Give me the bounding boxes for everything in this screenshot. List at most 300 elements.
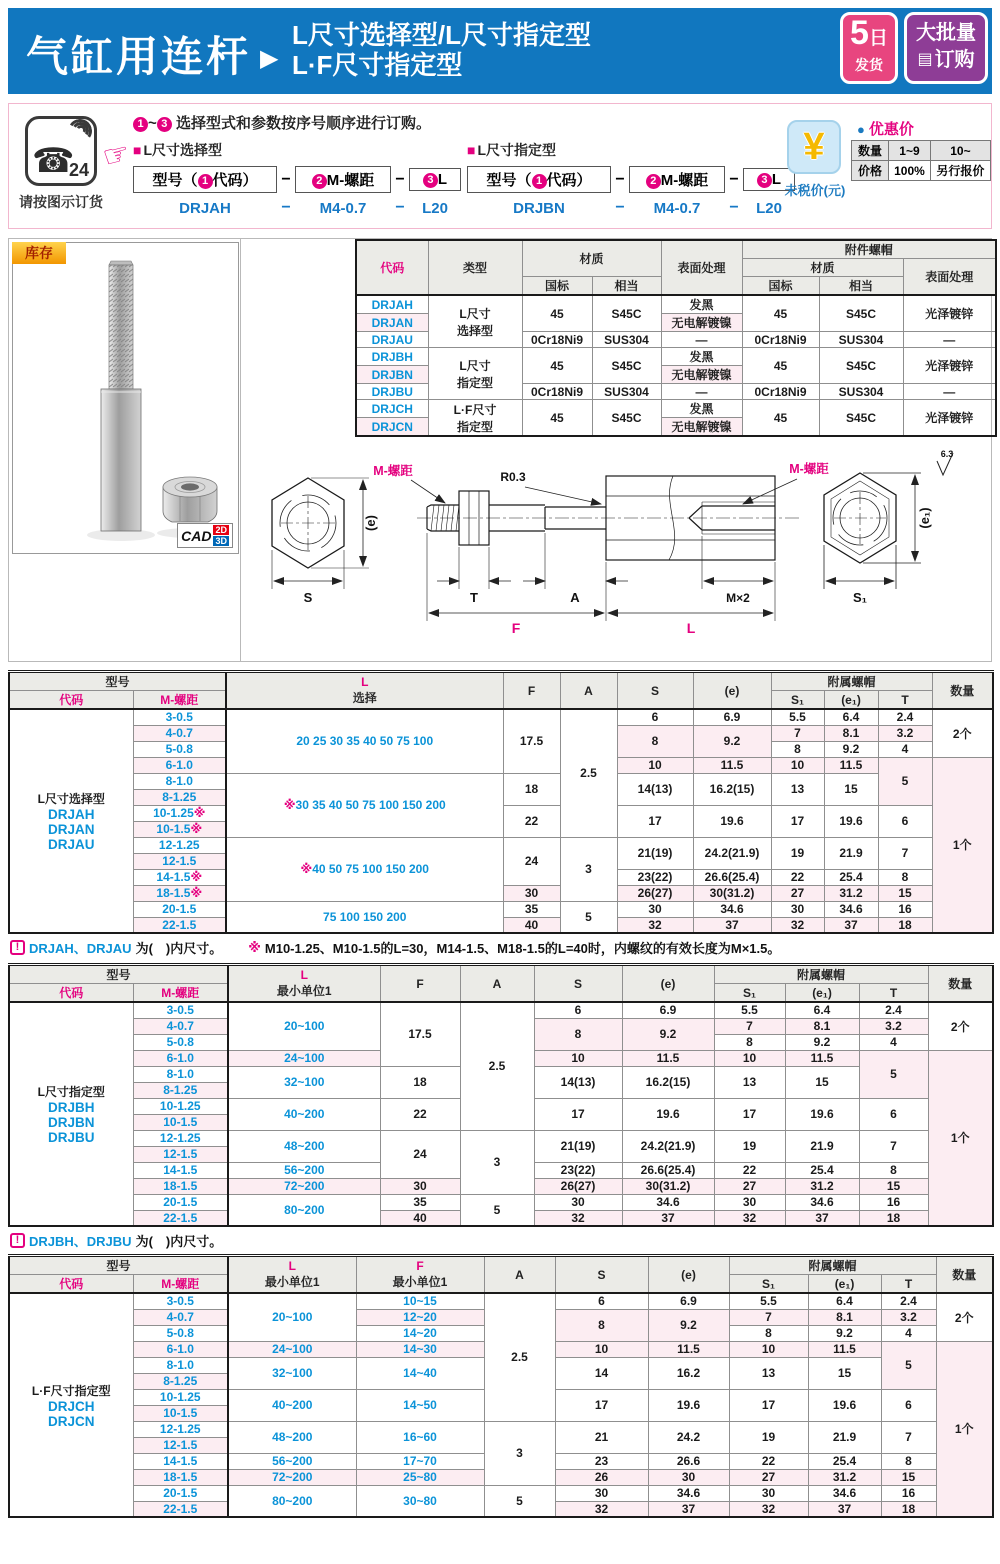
table-cell: 19 — [771, 837, 824, 869]
table-cell: 光泽镀锌 — [903, 348, 996, 384]
price-note: 未税价(元) — [784, 183, 846, 198]
table-cell: 发黑 — [661, 400, 742, 418]
table-cell: 15 — [808, 1357, 881, 1389]
table-cell: 17.5 — [503, 709, 560, 773]
table-cell: 7 — [881, 1421, 936, 1453]
table-cell: 35 — [503, 901, 560, 917]
table-cell: 37 — [808, 1501, 881, 1517]
dim-s1: S₁ — [852, 590, 868, 605]
table-cell: 3.2 — [878, 725, 932, 741]
table-cell: 30 — [503, 885, 560, 901]
table-cell: DRJBN — [356, 366, 428, 384]
table-cell: S45C — [592, 348, 661, 384]
header-cell: (e) — [622, 965, 714, 1003]
table-cell: 7 — [859, 1130, 928, 1162]
table-cell: 无电解镀镍 — [661, 366, 742, 384]
discount-cell: 10~ — [930, 141, 990, 161]
table-row — [9, 1130, 993, 1146]
table-row — [356, 400, 996, 418]
dash: − — [395, 199, 405, 216]
table-cell: 16~60 — [356, 1421, 484, 1453]
table-cell: 45 — [522, 295, 592, 332]
table-cell: 2.5 — [460, 1002, 534, 1130]
table-cell: 5-0.8 — [133, 741, 226, 757]
discount-title-text: 优惠价 — [868, 121, 914, 138]
table-cell: 8 — [534, 1018, 622, 1050]
table-cell: 2个 — [936, 1293, 993, 1341]
table-row — [356, 240, 996, 259]
table-cell: 6-1.0 — [133, 1341, 228, 1357]
table-cell: 18 — [859, 1210, 928, 1226]
bulk-order-badge — [904, 12, 988, 84]
discount-title — [857, 118, 914, 139]
example-length: L20 — [756, 199, 782, 217]
table-row — [9, 1485, 993, 1501]
part-number-formula — [133, 166, 463, 193]
table-cell: 8-1.25 — [133, 1373, 228, 1389]
square-bullet-icon: ■ — [133, 142, 142, 158]
table-cell: 30 — [729, 1485, 808, 1501]
table-cell: 17 — [617, 805, 693, 837]
table-cell: 11.5 — [785, 1050, 859, 1066]
table-cell: 20~100 — [228, 1293, 356, 1341]
table-cell: 18-1.5 — [133, 1178, 228, 1194]
table-cell: 6 — [555, 1293, 648, 1309]
table-cell: 34.6 — [622, 1194, 714, 1210]
stock-badge: 库存 — [12, 242, 66, 264]
header-cell: 数量 — [932, 672, 993, 710]
table-cell: 12-1.5 — [133, 1437, 228, 1453]
table-cell: 10 — [534, 1050, 622, 1066]
table-cell: 22 — [729, 1453, 808, 1469]
table-cell: 6-1.0 — [133, 1050, 228, 1066]
table-cell: 6-1.0 — [133, 757, 226, 773]
table-cell: 27 — [714, 1178, 785, 1194]
table-cell: 22 — [380, 1098, 460, 1130]
table-row — [356, 295, 996, 314]
table-cell: 37 — [622, 1210, 714, 1226]
table-row — [9, 1421, 993, 1437]
table-cell: 10 — [714, 1050, 785, 1066]
note-icon: ! — [10, 940, 25, 955]
table-cell: 32 — [534, 1210, 622, 1226]
example-length: L20 — [422, 199, 448, 217]
header-cell: 材质 — [742, 259, 903, 277]
table-cell: DRJAU — [356, 332, 428, 348]
phone-24-label: 24 — [68, 160, 89, 180]
example-pitch: M4-0.7 — [319, 199, 367, 217]
discount-cell: 另行报价 — [930, 161, 990, 181]
cad-label: CAD — [181, 527, 212, 544]
table-cell: 发黑 — [661, 348, 742, 366]
table-cell: L尺寸 选择型 — [428, 295, 522, 348]
header-cell: L 选择 — [226, 672, 503, 710]
table-cell: 10-1.5※ — [133, 821, 226, 837]
table-cell: 45 — [522, 400, 592, 437]
table-row — [9, 672, 993, 691]
ordering-instruction — [133, 112, 431, 133]
dash: − — [729, 170, 739, 188]
table-cell: 12~20 — [356, 1309, 484, 1325]
table-cell: 10-1.25 — [133, 1098, 228, 1114]
table-cell: 34.6 — [824, 901, 878, 917]
box-text: 代码） — [212, 172, 258, 189]
table-cell: 17~70 — [356, 1453, 484, 1469]
table-cell: 32 — [617, 917, 693, 933]
table-row — [9, 1293, 993, 1309]
table-cell: 45 — [742, 295, 819, 332]
table-cell: DRJAN — [356, 314, 428, 332]
table-cell: SUS304 — [592, 384, 661, 400]
table-cell: 光泽镀锌 — [903, 400, 996, 437]
page-title: 气缸用连杆 — [26, 33, 252, 80]
table-cell: 15 — [878, 885, 932, 901]
table-cell: 21.9 — [808, 1421, 881, 1453]
discount-cell: 价格 — [852, 161, 889, 181]
header-cell: 数量 — [936, 1256, 993, 1294]
table-cell: 7 — [771, 725, 824, 741]
table-cell: 3 — [484, 1421, 555, 1485]
table-cell: 56~200 — [228, 1162, 380, 1178]
circled-3-icon: 3 — [757, 173, 772, 188]
table-cell: 3-0.5 — [133, 1293, 228, 1309]
table-cell: 5 — [484, 1485, 555, 1517]
discount-cell: 100% — [889, 161, 931, 181]
table-cell: 20-1.5 — [133, 901, 226, 917]
discount-row — [852, 141, 991, 161]
label-m-pitch-left: M-螺距 — [373, 464, 413, 478]
table-cell: 34.6 — [648, 1485, 729, 1501]
size-table-l-select — [8, 670, 994, 934]
table-cell: 2.4 — [859, 1002, 928, 1018]
table-cell: 16 — [881, 1485, 936, 1501]
header-cell: 型号 — [9, 1256, 228, 1275]
table-cell: 24.2(21.9) — [693, 837, 771, 869]
table-cell: 10~15 — [356, 1293, 484, 1309]
table-cell: 19 — [714, 1130, 785, 1162]
table-row — [9, 837, 993, 853]
table-cell: 5.5 — [771, 709, 824, 725]
table-cell: 19.6 — [808, 1389, 881, 1421]
table-cell: 10 — [771, 757, 824, 773]
table-cell: 16 — [859, 1194, 928, 1210]
table-cell: 30 — [617, 901, 693, 917]
header-cell: 国标 — [742, 277, 819, 296]
order-format-l-select — [133, 140, 463, 217]
dim-s: S — [303, 590, 313, 605]
ship-label: 发货 — [855, 57, 883, 73]
table-cell: 4-0.7 — [133, 725, 226, 741]
header-cell: (e₁) — [808, 1275, 881, 1294]
table-cell: 9.2 — [648, 1309, 729, 1341]
circled-2-icon: 2 — [312, 174, 327, 189]
table-row — [9, 965, 993, 984]
table-cell: 56~200 — [228, 1453, 356, 1469]
instruction-text: 选择型式和参数按序号顺序进行订购。 — [175, 115, 431, 132]
table-cell: 30 — [380, 1178, 460, 1194]
box-text: L — [437, 171, 448, 188]
table-cell: 19.6 — [622, 1098, 714, 1130]
table-cell: 30(31.2) — [622, 1178, 714, 1194]
dim-a: A — [570, 590, 580, 605]
table-cell: 24.2 — [648, 1421, 729, 1453]
table-cell: 22 — [714, 1162, 785, 1178]
header-cell: 表面处理 — [661, 240, 742, 295]
table-cell: 24.2(21.9) — [622, 1130, 714, 1162]
square-bullet-icon: ■ — [467, 142, 476, 158]
table-cell: 45 — [522, 348, 592, 384]
footnote-1 — [10, 938, 780, 957]
table-cell: 16.2 — [648, 1357, 729, 1389]
table-row — [9, 1194, 993, 1210]
header-cell: 代码 — [9, 1275, 133, 1294]
table-cell: 30 — [714, 1194, 785, 1210]
header-cell: 类型 — [428, 240, 522, 295]
header-cell: S₁ — [771, 691, 824, 710]
pitch-box — [629, 166, 725, 193]
header-cell: (e) — [648, 1256, 729, 1294]
table-cell: 23(22) — [617, 869, 693, 885]
footnote-codes: DRJAH、DRJAU — [29, 941, 132, 956]
table-cell: 13 — [771, 773, 824, 805]
table-cell: 2.4 — [881, 1293, 936, 1309]
table-cell: 8 — [881, 1453, 936, 1469]
table-cell: 无电解镀镍 — [661, 314, 742, 332]
table-cell: 12-1.5 — [133, 853, 226, 869]
table-cell: 1个 — [932, 757, 993, 933]
table-cell: 37 — [693, 917, 771, 933]
table-cell: 12-1.25 — [133, 1130, 228, 1146]
header-cell: L 最小单位1 — [228, 1256, 356, 1294]
table-cell: 40~200 — [228, 1098, 380, 1130]
table-cell: 27 — [771, 885, 824, 901]
table-row — [9, 709, 993, 725]
page-subtitle — [292, 20, 591, 80]
product-photo-box — [12, 242, 239, 554]
example-pitch: M4-0.7 — [653, 199, 701, 217]
right-hex-view — [824, 473, 921, 589]
circled-3-icon: 3 — [157, 117, 172, 132]
header-cell: A — [460, 965, 534, 1003]
table-cell: 0Cr18Ni9 — [742, 332, 819, 348]
rod-side-view — [417, 476, 801, 560]
table-cell: DRJBH — [356, 348, 428, 366]
table-cell: 10 — [617, 757, 693, 773]
table-cell: 4 — [878, 741, 932, 757]
surface-finish-value: 6.3 — [940, 449, 954, 459]
table-cell: 22 — [771, 869, 824, 885]
reference-mark: ※ — [248, 939, 261, 955]
table-cell: DRJCN — [356, 418, 428, 437]
table-cell: 48~200 — [228, 1130, 380, 1162]
table-cell: 2个 — [928, 1002, 993, 1050]
table-cell: 6 — [878, 805, 932, 837]
table-cell: 19.6 — [824, 805, 878, 837]
header-cell: M-螺距 — [133, 1275, 228, 1294]
table-cell: DRJAH — [356, 295, 428, 314]
table-cell: 18 — [503, 773, 560, 805]
table-cell: 2个 — [932, 709, 993, 757]
table-cell: 12-1.25 — [133, 1421, 228, 1437]
tilde: ~ — [148, 115, 157, 132]
discount-cell: 数量 — [852, 141, 889, 161]
header-cell: 表面处理 — [903, 259, 996, 296]
header-cell: 附属螺帽 — [729, 1256, 936, 1275]
table-cell: 2.4 — [878, 709, 932, 725]
phone-24h-icon — [25, 116, 97, 186]
header-cell: F — [503, 672, 560, 710]
table-cell: 14~50 — [356, 1389, 484, 1421]
table-cell: 17 — [555, 1389, 648, 1421]
table-cell: 2.5 — [560, 709, 617, 837]
header-cell: 型号 — [9, 965, 228, 984]
table-cell: 32 — [714, 1210, 785, 1226]
table-cell: 8 — [729, 1325, 808, 1341]
table-cell: 17 — [729, 1389, 808, 1421]
table-cell: 9.2 — [785, 1034, 859, 1050]
table-cell: 8-1.0 — [133, 1066, 228, 1082]
table-cell: 6 — [617, 709, 693, 725]
left-hex-view — [272, 478, 369, 589]
table-cell: 27 — [729, 1469, 808, 1485]
table-cell: 4-0.7 — [133, 1309, 228, 1325]
table-cell: 72~200 — [228, 1469, 356, 1485]
table-cell: SUS304 — [819, 332, 903, 348]
table-cell: 14(13) — [617, 773, 693, 805]
table-cell: 5-0.8 — [133, 1034, 228, 1050]
table-cell: 20~100 — [228, 1002, 380, 1050]
table-cell: 6.4 — [824, 709, 878, 725]
table-cell: 26(27) — [617, 885, 693, 901]
table-cell: 18-1.5※ — [133, 885, 226, 901]
nut-photo — [163, 477, 217, 522]
ordering-section — [8, 103, 992, 229]
table-cell: 14~40 — [356, 1357, 484, 1389]
table-cell: S45C — [819, 348, 903, 384]
table-cell: 32~100 — [228, 1066, 380, 1098]
table-cell: 24~100 — [228, 1341, 356, 1357]
table-cell: 22-1.5 — [133, 917, 226, 933]
circled-1-icon: 1 — [532, 174, 547, 189]
header-cell: S — [555, 1256, 648, 1294]
table-cell: 25~80 — [356, 1469, 484, 1485]
table-cell: 72~200 — [228, 1178, 380, 1194]
table-cell: 5 — [460, 1194, 534, 1226]
table-cell: 8.1 — [824, 725, 878, 741]
cad-2d-label: 2D — [215, 525, 227, 535]
table-cell: 5-0.8 — [133, 1325, 228, 1341]
table-cell: 1个 — [928, 1050, 993, 1226]
table-cell: 12-1.5 — [133, 1146, 228, 1162]
blue-dot-icon: ● — [857, 122, 865, 137]
footnote-text: 为( )内尺寸。 — [135, 941, 223, 956]
table-cell: 25.4 — [808, 1453, 881, 1469]
ship-days-unit: 日 — [868, 28, 888, 49]
table-cell: 无电解镀镍 — [661, 418, 742, 437]
header-cell: S₁ — [714, 984, 785, 1003]
technical-drawing — [241, 417, 990, 661]
table-cell: L尺寸 指定型 — [428, 348, 522, 400]
subtitle-line1: L尺寸选择型/L尺寸指定型 — [292, 20, 591, 50]
yen-price-icon: ¥ — [787, 120, 841, 174]
dim-e1: (e₁) — [917, 507, 932, 529]
table-cell: 3-0.5 — [133, 709, 226, 725]
circled-3-icon: 3 — [423, 173, 438, 188]
table-row — [9, 1002, 993, 1018]
table-cell: 7 — [878, 837, 932, 869]
table-cell: L·F尺寸指定型 DRJCH DRJCN — [9, 1293, 133, 1517]
table-cell: 14~30 — [356, 1341, 484, 1357]
arrow-icon: ▶ — [260, 45, 279, 72]
table-cell: 7 — [714, 1018, 785, 1034]
discount-cell: 1~9 — [889, 141, 931, 161]
table-cell: 26 — [555, 1469, 648, 1485]
bulk-line2: 订购 — [934, 49, 975, 71]
table-cell: 14-1.5※ — [133, 869, 226, 885]
table-cell: 8 — [878, 869, 932, 885]
table-cell: 18-1.5 — [133, 1469, 228, 1485]
table-cell: 45 — [742, 400, 819, 437]
table-cell: 24 — [503, 837, 560, 885]
product-overview-section — [8, 238, 992, 662]
table-row — [9, 1256, 993, 1275]
header-cell: 代码 — [356, 240, 428, 295]
table-cell: 20 25 30 35 40 50 75 100 — [226, 709, 503, 773]
size-table-lf-specify — [8, 1254, 994, 1518]
header-cell: 附属螺帽 — [771, 672, 932, 691]
dim-m2: M×2 — [726, 591, 750, 605]
table-cell: 31.2 — [808, 1469, 881, 1485]
dash: − — [395, 170, 405, 188]
dim-e: (e) — [363, 515, 378, 531]
table-cell: ※30 35 40 50 75 100 150 200 — [226, 773, 503, 837]
header-cell: 相当 — [819, 277, 903, 296]
table-cell: 9.2 — [824, 741, 878, 757]
header-cell: A — [560, 672, 617, 710]
table-cell: 32 — [729, 1501, 808, 1517]
part-number-formula — [467, 166, 797, 193]
box-text: M-螺距 — [326, 172, 375, 189]
table-cell: 3-0.5 — [133, 1002, 228, 1018]
table-cell: 26.6(25.4) — [622, 1162, 714, 1178]
table-row — [9, 901, 993, 917]
table-cell: 16 — [878, 901, 932, 917]
note-icon: ! — [10, 1233, 25, 1248]
table-cell: 9.2 — [693, 725, 771, 757]
table-cell: 40 — [503, 917, 560, 933]
pointing-hand-icon: ☞ — [99, 136, 134, 175]
pitch-box — [295, 166, 391, 193]
table-cell: 45 — [742, 348, 819, 384]
table-cell: 30 — [534, 1194, 622, 1210]
cad-badge[interactable] — [177, 523, 233, 548]
order-format-l-specify — [467, 140, 797, 217]
table-cell: 10 — [729, 1341, 808, 1357]
table-cell: 8 — [555, 1309, 648, 1341]
table-cell: 30~80 — [356, 1485, 484, 1517]
table-cell: L尺寸选择型 DRJAH DRJAN DRJAU — [9, 709, 133, 933]
dash: − — [281, 199, 291, 216]
table-cell: 6.4 — [808, 1293, 881, 1309]
header-cell: L 最小单位1 — [228, 965, 380, 1003]
table-cell: 2.5 — [484, 1293, 555, 1421]
table-cell: 6.9 — [622, 1002, 714, 1018]
table-cell: 10 — [555, 1341, 648, 1357]
product-photo — [13, 243, 238, 553]
table-cell: 5 — [859, 1050, 928, 1098]
table-cell: 22-1.5 — [133, 1501, 228, 1517]
table-cell: 11.5 — [824, 757, 878, 773]
